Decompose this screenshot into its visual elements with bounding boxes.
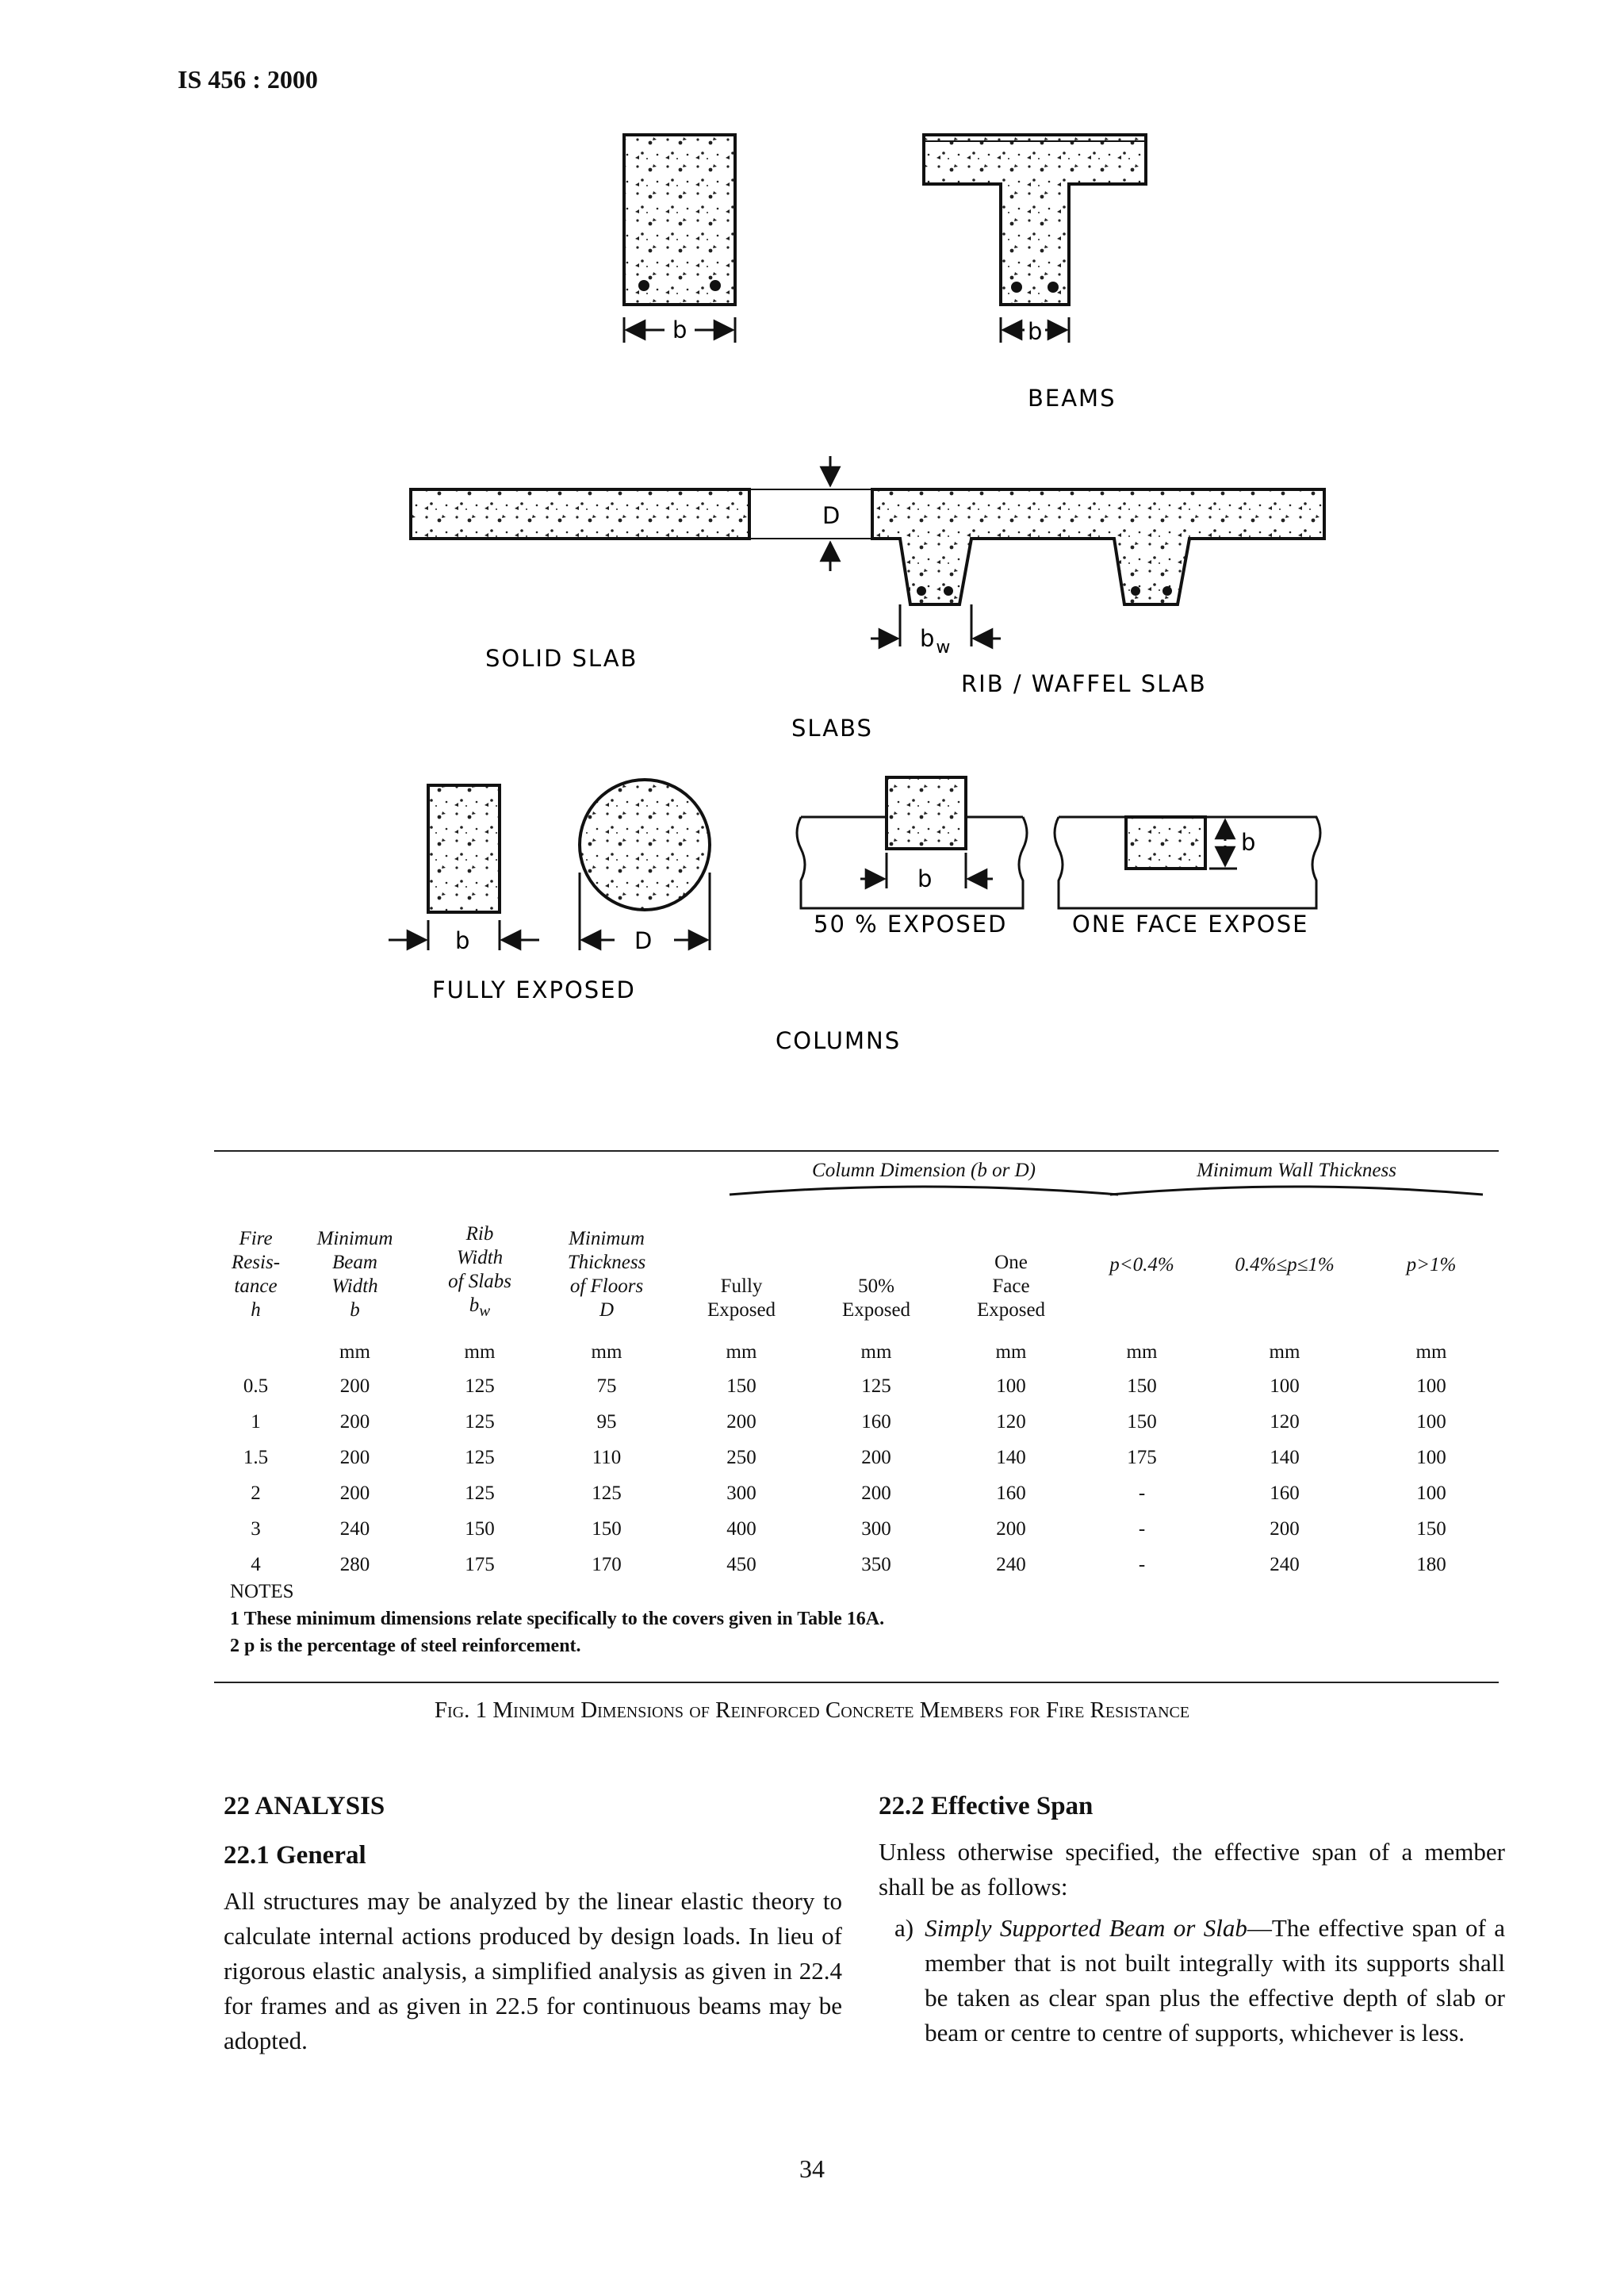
item-a-title: Simply Supported Beam or Slab [925, 1914, 1247, 1942]
group-column-text: Column Dimension (b or D) [812, 1160, 1036, 1181]
table-cell: 75 [596, 1375, 617, 1397]
table-row [222, 1547, 1499, 1582]
slab-d-label: D [822, 502, 842, 529]
table-cell: 200 [339, 1375, 370, 1397]
table-cell: 100 [1416, 1375, 1446, 1397]
table-cell: 140 [1270, 1446, 1300, 1468]
item-a [879, 1911, 1505, 2050]
hdr-p-mid: 0.4%≤p≤1% [1235, 1253, 1335, 1275]
effective-span-intro: Unless otherwise specified, the effective span of a member shall be as follows: [879, 1838, 1505, 1901]
unit-cell: mm [1269, 1341, 1300, 1363]
item-a-text: —The effective span of a member that is not built integrally with its supports shall be taken as clear span plus the effective depth of slab or beam or centre to centre of supports, whichever is less. [925, 1914, 1505, 2046]
unit-cell [222, 1322, 289, 1368]
table-cell: 300 [726, 1482, 756, 1504]
table-cell: 140 [996, 1446, 1026, 1468]
one-face-label: ONE FACE EXPOSE [1072, 911, 1309, 938]
units-row [222, 1322, 1499, 1368]
table-cell: 250 [726, 1446, 756, 1468]
subsection-general: 22.1 General [224, 1841, 366, 1870]
hdr-floor-thickness: Minimum Thickness of Floors D [567, 1228, 646, 1321]
table-cell: 200 [1270, 1517, 1300, 1540]
table-cell: 100 [1416, 1482, 1446, 1504]
table-cell: 150 [592, 1517, 622, 1540]
left-column [224, 1789, 842, 2058]
table-cell: 125 [465, 1410, 495, 1433]
table-cell: 200 [726, 1410, 756, 1433]
solid-slab-label: SOLID SLAB [485, 645, 638, 672]
table-cell: 125 [465, 1446, 495, 1468]
rib-slab-label: RIB / WAFFEL SLAB [961, 670, 1207, 697]
table-cell: 350 [861, 1553, 891, 1575]
table-cell: 150 [1127, 1410, 1157, 1433]
hdr-p-high: p>1% [1406, 1253, 1457, 1275]
table-cell: 125 [861, 1375, 891, 1397]
section-title: 22 ANALYSIS [224, 1792, 385, 1820]
group-wall-text: Minimum Wall Thickness [1197, 1160, 1396, 1181]
unit-cell: mm [591, 1341, 622, 1363]
hdr-rib-width: Rib Width of Slabs $b_w$ [448, 1223, 511, 1320]
column-b-label: b [455, 927, 472, 954]
unit-cell: mm [726, 1341, 757, 1363]
columns-label: COLUMNS [776, 1027, 902, 1054]
table-body [222, 1322, 1499, 1582]
solid-slab-drawing [411, 489, 872, 539]
note-1: 1 These minimum dimensions relate specifically to the covers given in Table 16A. [230, 1609, 885, 1629]
table-cell: 100 [996, 1375, 1026, 1397]
beams-label: BEAMS [1028, 385, 1116, 412]
table-cell: - [1138, 1482, 1146, 1504]
note-2: 2 p is the percentage of steel reinforcement. [230, 1636, 581, 1656]
item-a-label: a) [894, 1914, 914, 1942]
table-cell: 120 [996, 1410, 1026, 1433]
exposed-50-label: 50 % EXPOSED [814, 911, 1008, 938]
table-cell: 100 [1416, 1446, 1446, 1468]
item-a-body [925, 1911, 1505, 2050]
table-row [222, 1511, 1499, 1547]
table-cell: 1 [251, 1410, 261, 1433]
table-cell: 125 [592, 1482, 622, 1504]
table-cell: 2 [251, 1482, 261, 1504]
figure-caption: Fig. 1 Minimum Dimensions of Reinforced Concrete Members for Fire Resistance [434, 1697, 1190, 1723]
notes-block [230, 1578, 884, 1659]
standard-header: IS 456 : 2000 [178, 65, 318, 94]
table-cell: 100 [1270, 1375, 1300, 1397]
table-cell: 110 [592, 1446, 622, 1468]
table-cell: 200 [339, 1446, 370, 1468]
column-one-face-drawing [1055, 817, 1320, 908]
table-cell: 200 [339, 1410, 370, 1433]
rib-bw-label [920, 625, 952, 658]
table-row [222, 1440, 1499, 1475]
table-cell: 175 [465, 1553, 495, 1575]
table-cell: 175 [1127, 1446, 1157, 1468]
page-number: 34 [799, 2154, 825, 2183]
table-top-rule [214, 1150, 1499, 1152]
table-cell: 150 [1127, 1375, 1157, 1397]
table-cell: 150 [726, 1375, 756, 1397]
table-cell: 0.5 [243, 1375, 269, 1397]
column-d-label: D [634, 927, 654, 954]
table-cell: 160 [861, 1410, 891, 1433]
beam-b-label: b [672, 316, 689, 343]
fire-resistance-table [222, 1160, 1499, 1582]
unit-cell: mm [995, 1341, 1027, 1363]
table-cell: 240 [996, 1553, 1026, 1575]
table-cell: 200 [861, 1446, 891, 1468]
rect-column-drawing [389, 785, 539, 950]
table-header-row [222, 1160, 1499, 1322]
table-row [222, 1368, 1499, 1404]
table-cell: 150 [465, 1517, 495, 1540]
slabs-label: SLABS [791, 715, 873, 742]
figure-drawings [0, 0, 1624, 1110]
table-cell: 125 [465, 1482, 495, 1504]
hdr-one-face: One Face Exposed [976, 1252, 1046, 1321]
table-cell: 1.5 [243, 1446, 269, 1468]
unit-cell: mm [860, 1341, 892, 1363]
table-cell: 160 [996, 1482, 1026, 1504]
general-paragraph: All structures may be analyzed by the linear elastic theory to calculate internal actions produced by design loads. In lieu of rigorous elastic analysis, a simplified analysis as given in 22.4 for frames and as given in 22.5 for continuous beams may be adopted. [224, 1887, 842, 2054]
hdr-p-low: p<0.4% [1109, 1253, 1174, 1275]
table-cell: 180 [1416, 1553, 1446, 1575]
table-cell: 400 [726, 1517, 756, 1540]
hdr-fully-exposed: Fully Exposed [707, 1275, 776, 1321]
table-cell: 4 [251, 1553, 261, 1575]
hdr-beam-width: Minimum Beam Width b [316, 1228, 393, 1321]
hdr-bw-subscript: w [479, 1301, 491, 1320]
table-cell: 200 [339, 1482, 370, 1504]
table-row [222, 1475, 1499, 1511]
t-beam [924, 135, 1146, 343]
table-cell: 125 [465, 1375, 495, 1397]
table-cell: 240 [1270, 1553, 1300, 1575]
table-cell: 240 [339, 1517, 370, 1540]
table-cell: - [1138, 1517, 1146, 1540]
table-cell: 100 [1416, 1410, 1446, 1433]
table-bottom-rule [214, 1682, 1499, 1683]
rib-bw-w: w [936, 638, 952, 658]
table-cell: 200 [996, 1517, 1026, 1540]
unit-cell: mm [1415, 1341, 1447, 1363]
table-cell: - [1138, 1553, 1146, 1575]
subsection-effective-span: 22.2 Effective Span [879, 1792, 1094, 1820]
table-row [222, 1404, 1499, 1440]
unit-cell: mm [339, 1341, 370, 1363]
hdr-bw-symbol: b [469, 1295, 480, 1316]
table-cell: 300 [861, 1517, 891, 1540]
fully-exposed-label: FULLY EXPOSED [432, 976, 636, 1003]
table-cell: 150 [1416, 1517, 1446, 1540]
hdr-50-exposed: 50% Exposed [841, 1275, 911, 1321]
column-50-exposed-drawing [797, 777, 1027, 908]
table-cell: 120 [1270, 1410, 1300, 1433]
table-cell: 280 [339, 1553, 370, 1575]
oneface-b-label: b [1241, 829, 1258, 856]
unit-cell: mm [464, 1341, 496, 1363]
notes-title: NOTES [230, 1581, 294, 1602]
rectangular-beam [624, 135, 735, 343]
col50-b-label: b [917, 865, 934, 892]
rib-slab-drawing [871, 489, 1324, 646]
rib-bw-b: b [920, 625, 936, 652]
tbeam-b-label: b [1028, 318, 1044, 345]
table-cell: 95 [596, 1410, 617, 1433]
table-cell: 3 [251, 1517, 261, 1540]
table-cell: 450 [726, 1553, 756, 1575]
table-cell: 170 [592, 1553, 622, 1575]
unit-cell: mm [1126, 1341, 1158, 1363]
hdr-fire-resistance: Fire Resis- tance h [231, 1228, 281, 1321]
table-cell: 200 [861, 1482, 891, 1504]
circular-column-drawing [580, 780, 710, 950]
right-column [879, 1789, 1505, 2050]
table-cell: 160 [1270, 1482, 1300, 1504]
